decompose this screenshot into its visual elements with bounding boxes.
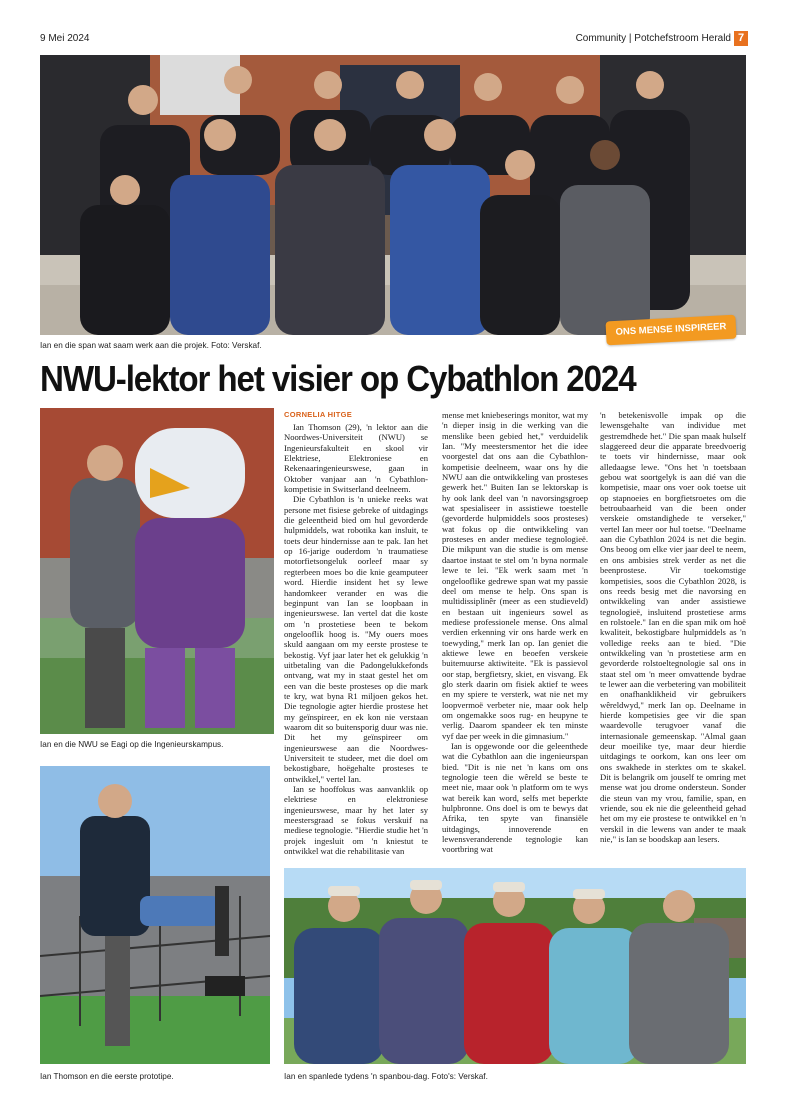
col2-paragraph-2: Ian is opgewonde oor die geleenthede wat die Cybathlon aan die ingenieurspan bied. "Dit is nie net 'n kans om ons tegnologie teen die wêreld se beste te meet nie, maar ook 'n platform om te wys wat bereik kan word, selfs met beperkte hulpbronne. Ons doel is om te bewys dat Afrika, ten spyte van finansiële uitdagings, innoverende en lewensveranderende tegnologie kan voortbring wat: [442, 741, 588, 855]
issue-date: 9 Mei 2024: [40, 33, 90, 44]
article-column-1: [284, 422, 428, 862]
team-day-photo: [284, 868, 746, 1064]
team-day-photo-caption: Ian en spanlede tydens 'n spanbou-dag. Foto's: Verskaf.: [284, 1072, 488, 1081]
group-photo-caption: Ian en die span wat saam werk aan die projek. Foto: Verskaf.: [40, 341, 262, 350]
col3-paragraph-1: 'n betekenisvolle impak op die lewensgehalte van individue met gestremdhede het." Die span maak hulself slaggereed deur die apparate breedvoerig te toets vir hindernisse, maar ook alledaagse lewe. "Ons het 'n toetsbaan gebou wat soortgelyk is aan dié van die kompetisie, maar ons voer ook toetse uit op stapnoeies en borgfietsroetes om die betroubaarheid van die been onder verskeie omstandighede te verseker," vertel Ian meer oor hul toetse. "Deelname aan die Cybathlon 2024 is net die begin. Ons beoog om elke vier jaar deel te neem, en ons ambisies strek verder as net die beenprostese. Vir toekomstige kompetisies, soos die Cybathlon 2028, is ons reeds besig met die navorsing en ontwikkeling van ander assistiewe tegnologieë, insluitend prostetiese arms en rolstoele." Ian en die span mik om hoë kwaliteit, bekostigbare hulpmiddels as 'n volledige reeks aan te bied. "Die ontwikkeling van 'n prostetiese arm en gevorderde rolstoeltegnologie sal ons in staat stel om 'n meer omvattende bydrae te lewer aan die verbetering van mobiliteit en onafhanklikheid vir gebruikers wêreldwyd," merk Ian op. Deelname in hierde kompetisies gee vir die span waardevolle terugvoer vanaf die internasionale gemeenskap. "Almal gaan deur moeilike tye, maar deur hierdie uitdagings te oorkom, kan ons leer om ons swakhede in sterktes om te skakel. Dit is belangrik om jouself te omring met mense wat jou drome ondersteun. Sonder die steun van my vrou, familie, span, en vriende, sou ek nie die geleentheid gehad het om my eie prostese te ontwikkel en 'n verskil in die lewens van ander te maak nie," is Ian se boodskap aan lesers.: [600, 410, 746, 845]
prototype-photo: [40, 766, 270, 1064]
publication-name: Community | Potchefstroom Herald: [575, 33, 731, 44]
mascot-photo-caption: Ian en die NWU se Eagi op die Ingenieurskampus.: [40, 740, 224, 749]
article-column-2: [442, 410, 588, 862]
prototype-photo-caption: Ian Thomson en die eerste prototipe.: [40, 1072, 174, 1081]
page-number-badge: 7: [734, 31, 748, 46]
mascot-photo: [40, 408, 274, 734]
article-byline: CORNELIA HITGE: [284, 410, 353, 419]
section-badge: ONS MENSE INSPIREER: [605, 315, 736, 346]
col1-paragraph-2: Die Cybathlon is 'n unieke reeks wat persone met fisiese gebreke of uitdagings die geleentheid bied om hul gevorderde hulpmiddels, wat robotika kan insluit, te toets deur hindernisse aan te pak. Ian het op 16-jarige ouderdom 'n traumatiese motorfietsongeluk oorleef maar sy regterbeen moes bo die knie geamputeer word. Hierdie insident het sy lewe handomkeer verander en was die beginpunt van Ian se loopbaan in ingenieurswese. Ian vertel dat die koste om 'n prostetiese been te bekom ongelooflik hoog is. "My ouers moes skuld aangaan om my eerste prostese te bekostig. Vyf jaar later het ek gelukkig 'n uitbetaling van die Padongelukkefonds ontvang, wat my in staat gestel het om een van die beste prosteses op die mark te kry, wat byna R1 miljoen gekos het. Die tegnologie agter hierdie prostese het my geïnspireer, en ek kon nie verstaan waarom dit so buitensporig duur was nie. Dit het my geïnspireer om ingenieurswese aan die Noordwes-Universiteit te studeer, met die doel om bekostigbare, hoëgehalte prosteses te ontwikkel," vertel Ian.: [284, 494, 428, 784]
group-photo: [40, 55, 746, 335]
article-headline: NWU-lektor het visier op Cybathlon 2024: [40, 358, 636, 399]
col1-paragraph-1: Ian Thomson (29), 'n lektor aan die Noordwes-Universiteit (NWU) se Ingenieursfakulteit en skool vir Elektriese, Elektroniese en Rekenaaringenieurswese, gaan in Oktober vanjaar aan 'n Cybathlon-kompetisie in Switserland deelneem.: [284, 422, 428, 495]
col1-paragraph-3: Ian se hooffokus was aanvanklik op elektriese en elektroniese ingenieurswese, maar hy het later sy meestersgraad se fokus verskuif na mediese tegnologie. "Hierdie studie het 'n projek ingesluit om 'n kniestut te ontwikkel wat die rehabilitasie van: [284, 784, 428, 857]
article-column-3: [600, 410, 746, 862]
col2-paragraph-1: mense met kniebeserings monitor, wat my 'n dieper insig in die werking van die menslike been gebied het," verduidelik Ian. "My meestersmentor het die idee voorgestel dat ons aan die Cybathlon-kompetisie deelneem, waar ons hy die NWU aan die ontwikkeling van prosteses gewerk het." Buiten Ian se lektorskap is hy ook lank deel van 'n navorsingsgroep wat spesialiseer in assistiewe toestelle (gevorderde hulpmiddels soos prosteses) wat fokus op die ontwikkeling van prosteses en ander mediese tegnologieë. Die mikpunt van die studie is om mense daartoe instaat te stel om 'n byna normale lewe te lei. "Ek werk saam met 'n ongelooflike gedrewe span wat my passie deel om mense te help. Ons span is multidissiplinêr (meer as een studieveld) en bestaan uit ingenieurs sowel as mediese professionele mense. Ons almal verdien erkenning vir ons harde werk en toewyding," merk Ian op. Ian geniet die aktiewe lewe en beoefen verskeie buitemuurse aktiwiteite. "Ek is passievol oor stap, bergfietsry, skiet, en visvang. Ek glo sterk daarin om fisiek aktief te wees en my spiere te versterk, wat nie net my loopvermoë verbeter nie, maar ook help om ongemakke soos rug- en heupyne te verlig. Daarom spandeer ek ten minste vyf dae per week in die gimnasium.": [442, 410, 588, 741]
